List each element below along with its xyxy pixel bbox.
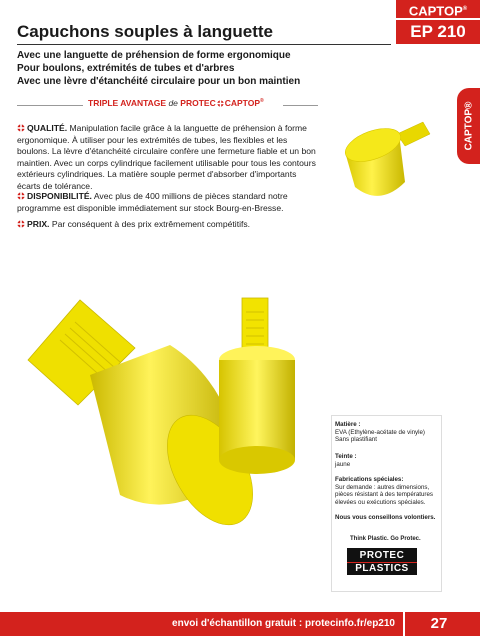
brand-tab (396, 0, 480, 18)
info-label: Matière : (335, 421, 361, 428)
side-tab (457, 88, 480, 164)
info-label: Teinte : (335, 453, 357, 460)
info-color (335, 453, 439, 468)
gear-icon (17, 192, 25, 200)
triple-brand-b: CAPTOP (224, 98, 260, 108)
product-image-small (335, 112, 445, 212)
product-image-large (20, 290, 320, 550)
triple-mark: ® (260, 98, 264, 105)
section-price (17, 219, 317, 231)
protec-logo (347, 548, 417, 575)
brand-mark: ® (462, 6, 468, 12)
section-label: PRIX. (27, 219, 50, 229)
section-text: Avec plus de 400 millions de pièces standard notre programme est disponible immédiatement sur stock Bourg-en-Bresse. (17, 191, 288, 213)
feature-line: Pour boulons, extrémités de tubes et d'arbres (17, 63, 235, 74)
section-text: Par conséquent à des prix extrêmement compétitifs. (51, 219, 251, 229)
triple-heading (88, 98, 264, 108)
info-advice: Nous vous conseillons volontiers. (335, 514, 436, 521)
info-material (335, 421, 439, 444)
title-rule (17, 44, 391, 45)
info-value: Sans plastifiant (335, 436, 377, 443)
feature-line: Avec une languette de préhension de forme ergonomique (17, 50, 291, 61)
tagline: Think Plastic. Go Protec. (350, 536, 421, 542)
product-code: EP 210 (396, 20, 480, 44)
info-value: jaune (335, 460, 351, 468)
section-label: QUALITÉ. (27, 123, 68, 133)
gear-icon (17, 220, 25, 228)
triple-rule-right (283, 105, 318, 106)
side-tab-label: CAPTOP® (463, 101, 474, 151)
info-value: EVA (Ethylène-acétate de vinyle) (335, 428, 425, 436)
section-text: Manipulation facile grâce à la languette de préhension à forme ergonomique. À utiliser pour les extrémités de tubes, les flexibles et les boulons. La lèvre d'étanchéité circulaire confère une fermeture fiable et un bon maintien. Avec un corps cylindrique facilement utilisable pour tous les contours extérieurs cylindriques. La matière souple permet d'absorber d'importants écarts de tolérance. (17, 123, 316, 191)
logo-line-1: PROTEC (359, 550, 405, 561)
logo-line-2: PLASTICS (347, 562, 417, 574)
footer-separator (403, 612, 405, 636)
triple-de: de (168, 98, 178, 108)
info-label: Fabrications spéciales: (335, 476, 404, 483)
feature-list (17, 49, 300, 88)
gear-icon (17, 124, 25, 132)
triple-brand-a: PROTEC (180, 98, 216, 108)
info-value: Sur demande : autres dimensions, pièces résistant à des températures élevées ou exécutions spéciales. (335, 483, 434, 506)
section-label: DISPONIBILITÉ. (27, 191, 92, 201)
footer-link[interactable]: envoi d'échantillon gratuit : protecinfo.fr/ep210 (172, 618, 395, 629)
section-availability (17, 191, 317, 214)
gear-icon (217, 100, 224, 107)
info-special (335, 476, 439, 506)
page-number: 27 (430, 615, 448, 632)
triple-rule-left (17, 105, 83, 106)
brand-label: CAPTOP (408, 3, 463, 19)
section-quality (17, 123, 317, 193)
feature-line: Avec une lèvre d'étanchéité circulaire pour un bon maintien (17, 76, 301, 87)
triple-prefix: TRIPLE AVANTAGE (88, 98, 167, 108)
page-title: Capuchons souples à languette (17, 22, 273, 41)
